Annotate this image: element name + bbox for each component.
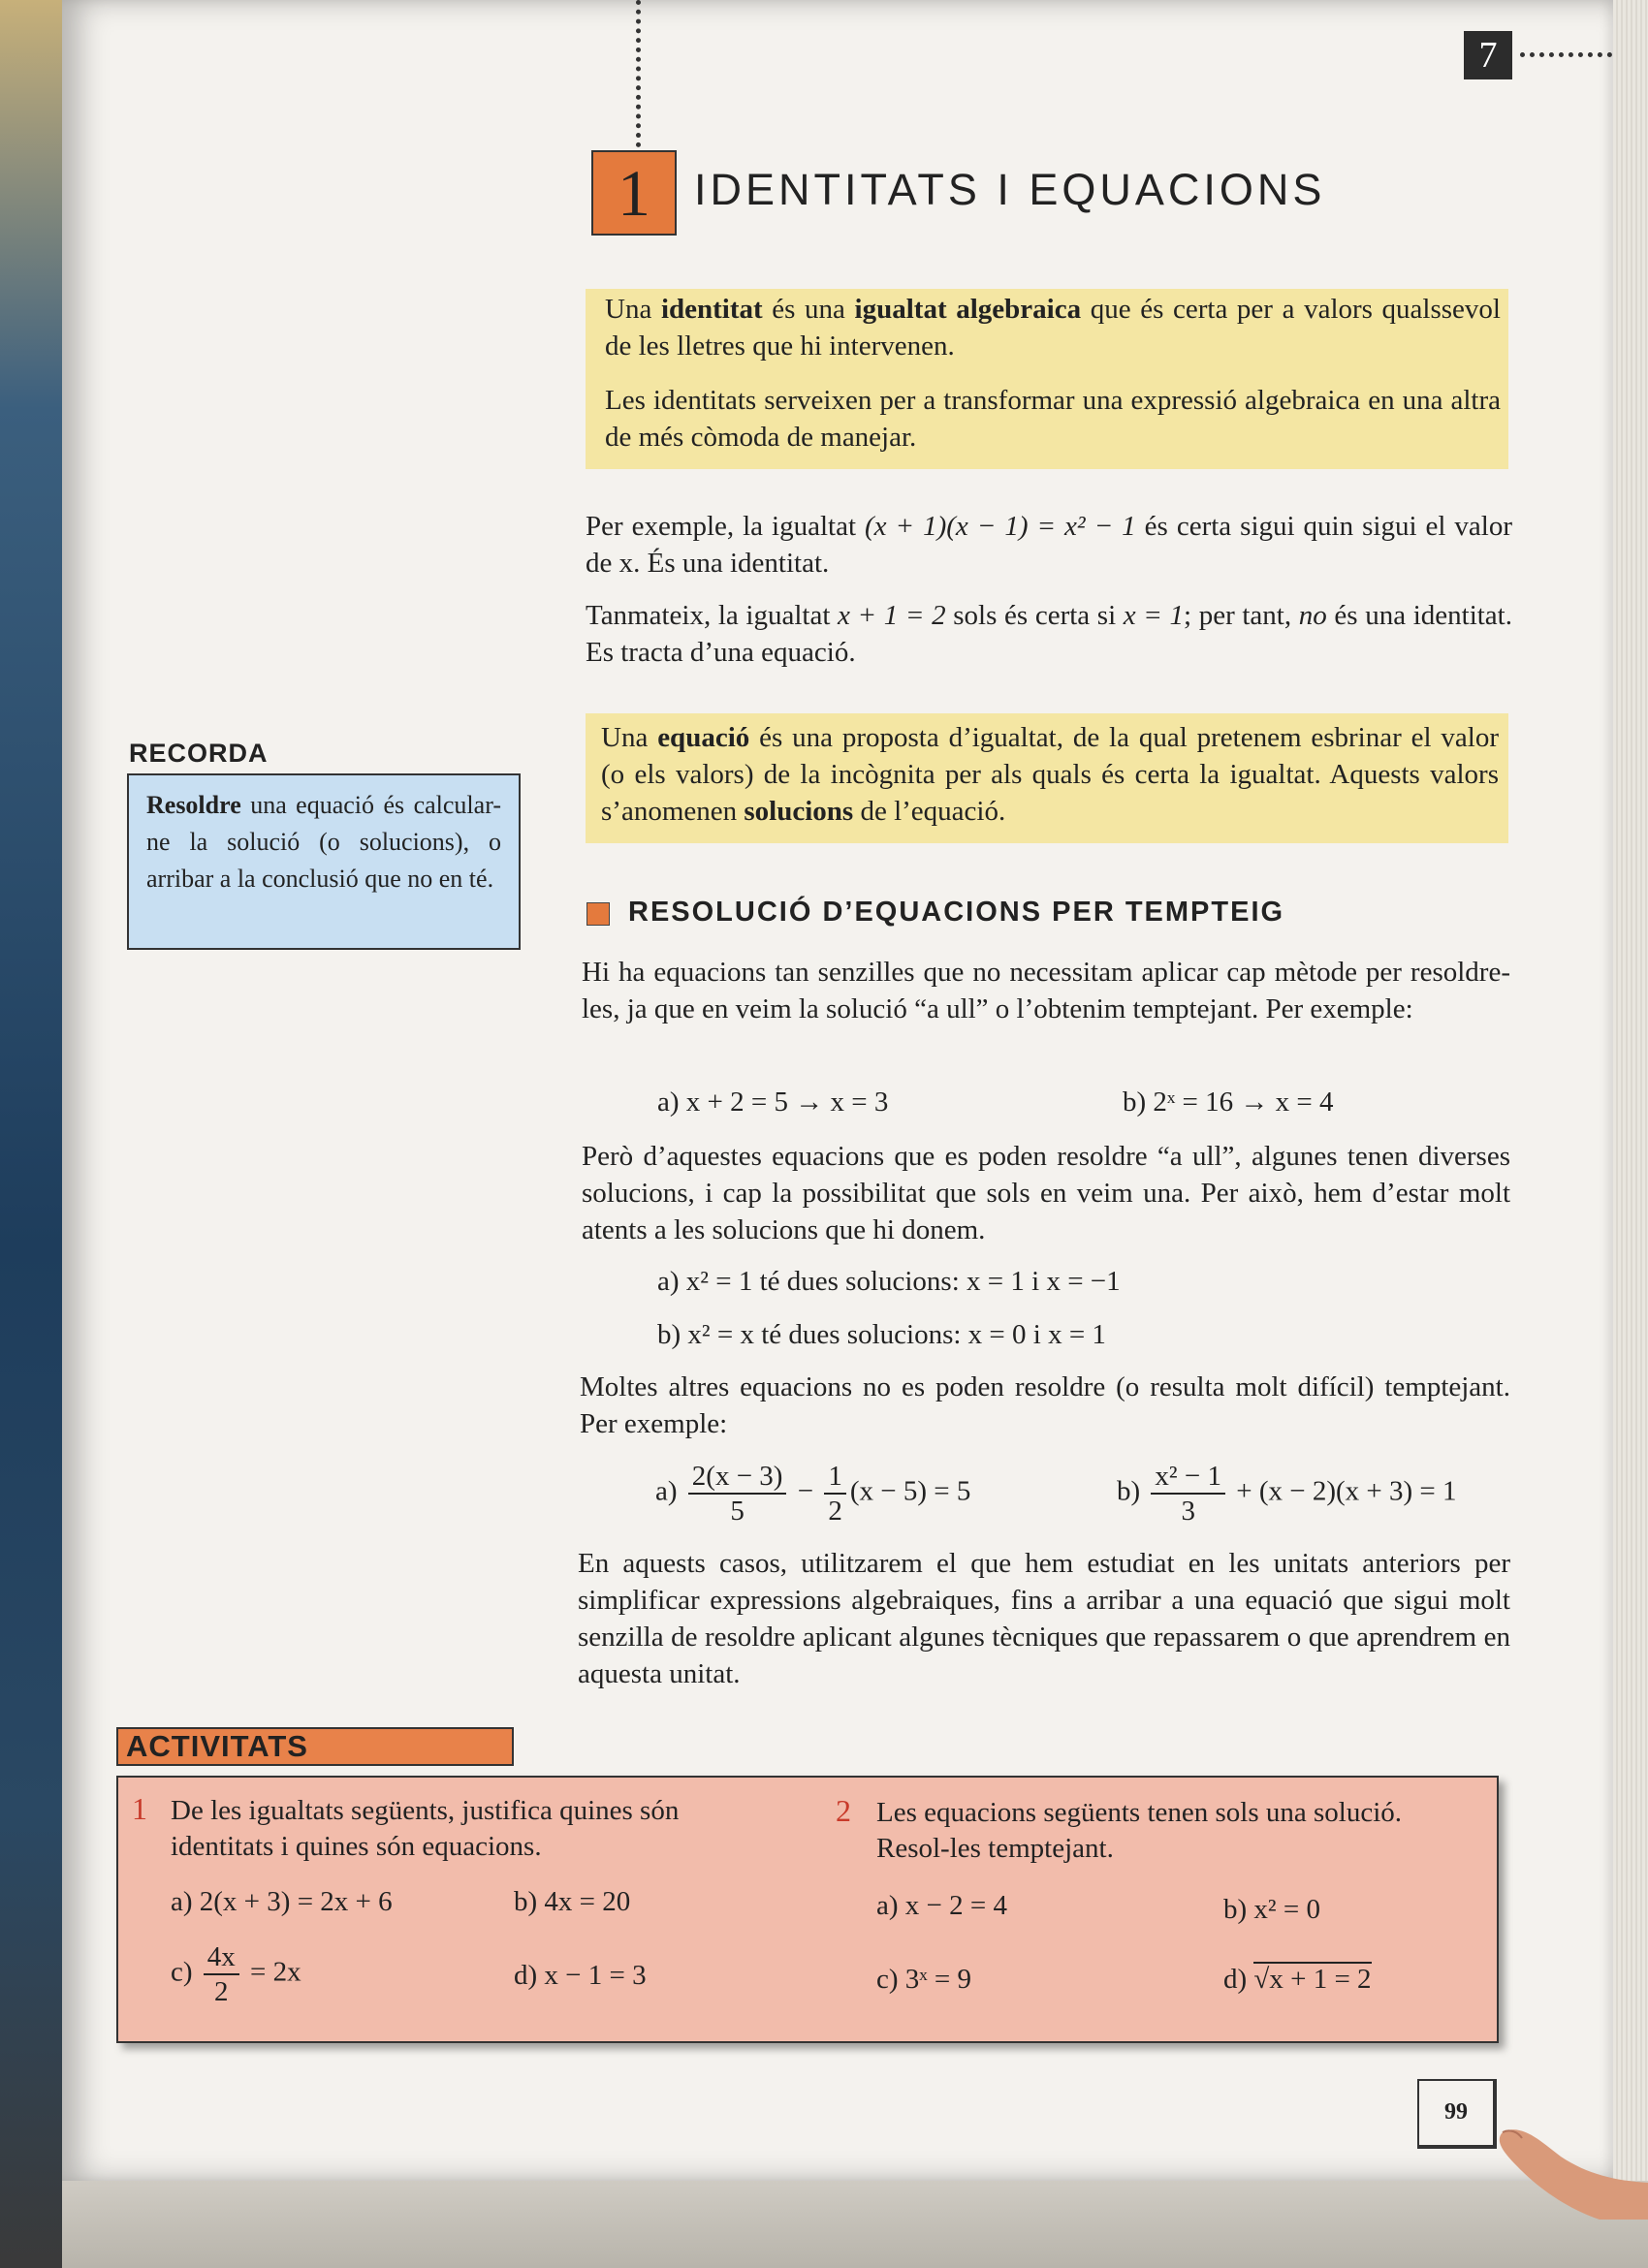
activity-2-c: c) 3ˣ = 9 <box>876 1964 972 1995</box>
dotted-line-horizontal <box>1520 52 1612 57</box>
activity-1-text: De les igualtats següents, justifica quines són identitats i quines són equacions. <box>171 1795 680 1862</box>
identity-definition: Una identitat és una igualtat algebraica que és certa per a valors qualssevol de les lletres que hi intervenen. <box>605 294 1501 362</box>
example-b: b) 2ˣ = 16 → x = 4 <box>1123 1087 1334 1118</box>
identity-example: Per exemple, la igualtat (x + 1)(x − 1) = x² − 1 és certa sigui quin sigui el valor de x. És una identitat. <box>586 511 1512 579</box>
hard-example-b: b) $\frac{\text{x² − 1}}{3}$ + (x − 2)(x + 3) = 1 <box>1117 1461 1457 1527</box>
multi-example-b: b) x² = x té dues solucions: x = 0 i x = 1 <box>657 1319 1106 1350</box>
identity-usage: Les identitats serveixen per a transformar una expressió algebraica en una altra de més còmoda de manejar. <box>605 385 1501 453</box>
dotted-line-vertical <box>636 0 641 147</box>
hand-thumb-icon <box>1483 2113 1648 2220</box>
multi-example-a: a) x² = 1 té dues solucions: x = 1 i x = −1 <box>657 1266 1121 1297</box>
activity-1-number: 1 <box>132 1791 147 1826</box>
chapter-number: 7 <box>1464 31 1512 79</box>
recorda-box: Resoldre una equació és calcular-ne la solució (o solucions), o arribar a la conclusió que no en té. <box>127 773 521 950</box>
activity-2-d: d) √x + 1 = 2 <box>1223 1964 1372 1995</box>
section-number: 1 <box>591 150 677 236</box>
equation-example: Tanmateix, la igualtat x + 1 = 2 sols és certa si x = 1; per tant, no és una identitat. Es tracta d’una equació. <box>586 600 1512 668</box>
activity-2-a: a) x − 2 = 4 <box>876 1890 1007 1921</box>
multi-solution-paragraph: Però d’aquestes equacions que es poden resoldre “a ull”, algunes tenen diverses solucions, i cap la possibilitat que sols en veim una. Per això, hem d’estar molt atents a les solucions que hi donem. <box>582 1141 1510 1245</box>
activity-1-b: b) 4x = 20 <box>514 1886 631 1917</box>
example-a: a) x + 2 = 5 → x = 3 <box>657 1087 889 1118</box>
activity-1-a: a) 2(x + 3) = 2x + 6 <box>171 1886 393 1917</box>
activity-1-c: c) $\frac{4x}{2}$ = 2x <box>171 1941 301 2007</box>
activity-1-d: d) x − 1 = 3 <box>514 1960 647 1991</box>
subsection-bullet-icon <box>586 902 610 926</box>
subsection-intro: Hi ha equacions tan senzilles que no necessitam aplicar cap mètode per resoldre-les, ja que en veim la solució “a ull” o l’obtenim temptejant. Per exemple: <box>582 957 1510 1024</box>
hard-equations-paragraph: Moltes altres equacions no es poden resoldre (o resulta molt difícil) temptejant. Per exemple: <box>580 1371 1510 1439</box>
activity-2-number: 2 <box>836 1793 851 1828</box>
subsection-title: RESOLUCIÓ D’EQUACIONS PER TEMPTEIG <box>628 897 1285 928</box>
page-edges <box>1613 0 1648 2181</box>
page-number: 99 <box>1417 2079 1497 2149</box>
activity-2-text: Les equacions següents tenen sols una solució. Resol-les temptejant. <box>876 1797 1403 1864</box>
recorda-label: RECORDA <box>129 739 269 768</box>
activities-label: ACTIVITATS <box>116 1727 514 1766</box>
section-title: IDENTITATS I EQUACIONS <box>694 165 1326 214</box>
hard-example-a: a) $\frac{2(x - 3)}{5}$ − $\frac{1}{2}$ (x − 5) = 5 <box>655 1461 971 1527</box>
page-bottom-shadow <box>62 2181 1648 2268</box>
equation-definition: Una equació és una proposta d’igualtat, de la qual pretenem esbrinar el valor (o els valors) de la incògnita per als quals és certa la igualtat. Aquests valors s’anomenen solucions de l’equació. <box>601 722 1499 827</box>
activity-2-b: b) x² = 0 <box>1223 1894 1320 1925</box>
simplify-paragraph: En aquests casos, utilitzarem el que hem estudiat en les unitats anteriors per simplificar expressions algebraiques, fins a arribar a una equació que sigui molt senzilla de resoldre aplicant algunes tècniques que repassarem o que aprendrem en aquesta unitat. <box>578 1548 1510 1689</box>
book-spine-edge <box>0 0 68 2268</box>
